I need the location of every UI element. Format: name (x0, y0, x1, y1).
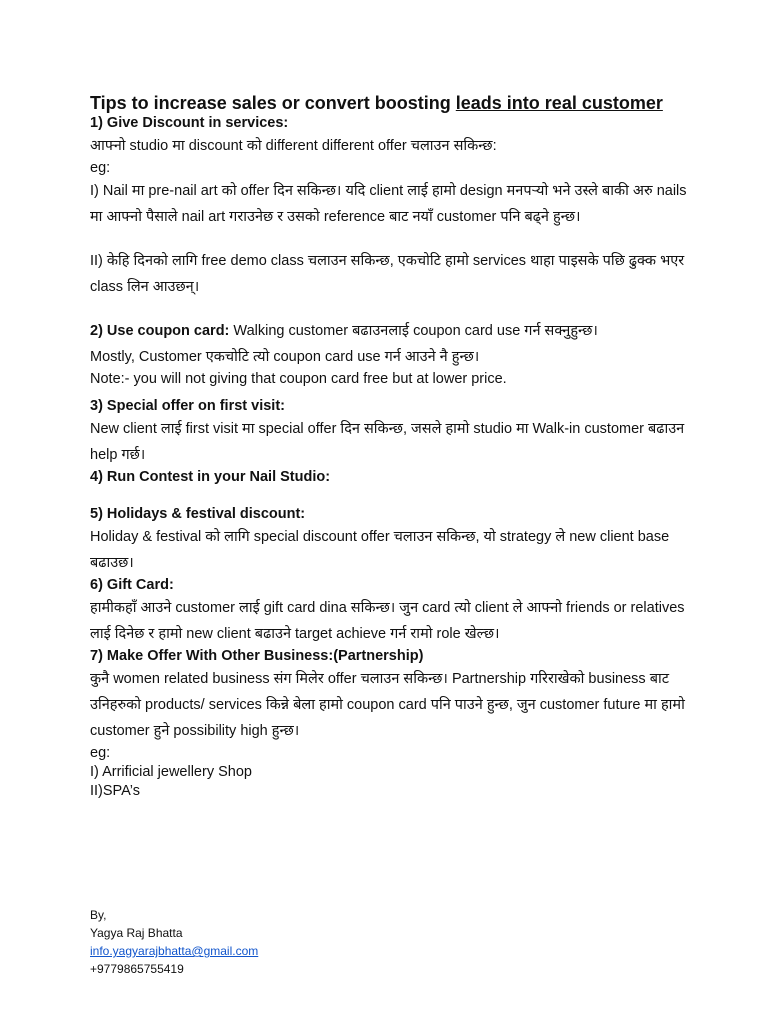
section-7-heading: 7) Make Offer With Other Business:(Partnership) (90, 648, 424, 664)
section-3-text: New client लाई first visit मा special offer दिन सकिन्छ, जसले हामो studio मा Walk-in customer बढाउन help गर्छ। (90, 421, 685, 463)
section-7-item-2: II)SPA’s (90, 783, 140, 799)
signature-by: By, (90, 908, 107, 922)
email-link[interactable]: info.yagyarajbhatta@gmail.com (90, 944, 259, 958)
section-1-item-2: II) केहि दिनको लागि free demo class चलाउन सकिन्छ, एकचोटि हामो services थाहा पाइसके पछि ढुक्क भएर class लिन आउछन्। (90, 253, 685, 295)
section-5-heading: 5) Holidays & festival discount: (90, 506, 306, 522)
section-1-line: आफ्नो studio मा discount को different different offer चलाउन सकिन्छ: (90, 138, 497, 154)
section-4-heading: 4) Run Contest in your Nail Studio: (90, 469, 331, 485)
section-2-line-1 (90, 318, 690, 344)
title-underlined: leads into real customer (455, 93, 663, 113)
author-name: Yagya Raj Bhatta (90, 926, 183, 940)
document-body (90, 92, 690, 801)
document-title (90, 92, 690, 114)
section-7-text: कुनै women related business संग मिलेर offer चलाउन सकिन्छ। Partnership गरिराखेको business बाट उनिहरुको products/ services किन्ने बेला हामो coupon card पनि पाउने हुन्छ, जुन customer future मा हामो customer हुने possibility high हुन्छ। (90, 671, 685, 739)
section-7-item-1: I) Arrificial jewellery Shop (90, 764, 252, 780)
section-1-item-1: I) Nail मा pre-nail art को offer दिन सकिन्छ। यदि client लाई हामो design मनपऱ्यो भने उस्ले बाकी अरु nails मा आफ्नो पैसाले nail art गराउनेछ र उसको reference बाट नयाँ customer पनि बढ्ने हुन्छ। (90, 183, 687, 225)
section-2-note: Note:- you will not giving that coupon card free but at lower price. (90, 371, 507, 387)
section-1-heading: 1) Give Discount in services: (90, 115, 289, 131)
signature-block (90, 906, 258, 978)
title-main: Tips to increase sales or convert boosting (90, 93, 456, 113)
section-3-heading: 3) Special offer on first visit: (90, 398, 285, 414)
section-2-line-1-text: Walking customer बढाउनलाई coupon card use गर्न सक्नुहुन्छ। (229, 323, 598, 339)
section-1-eg: eg: (90, 160, 111, 176)
section-6-text: हामीकहाँ आउने customer लाई gift card dina सकिन्छ। जुन card त्यो client ले आफ्नो friends or relatives लाई दिनेछ र हामो new client बढाउने target achieve गर्न रामो role खेल्छ। (90, 600, 685, 642)
section-2-heading: 2) Use coupon card: (90, 323, 230, 339)
phone-number: +9779865755419 (90, 962, 184, 976)
section-7-eg: eg: (90, 745, 111, 761)
section-6-heading: 6) Gift Card: (90, 577, 174, 593)
section-2-line-2: Mostly, Customer एकचोटि त्यो coupon card use गर्न आउने नै हुन्छ। (90, 349, 480, 365)
section-5-text: Holiday & festival को लागि special discount offer चलाउन सकिन्छ, यो strategy ले new client base बढाउछ। (90, 529, 670, 571)
